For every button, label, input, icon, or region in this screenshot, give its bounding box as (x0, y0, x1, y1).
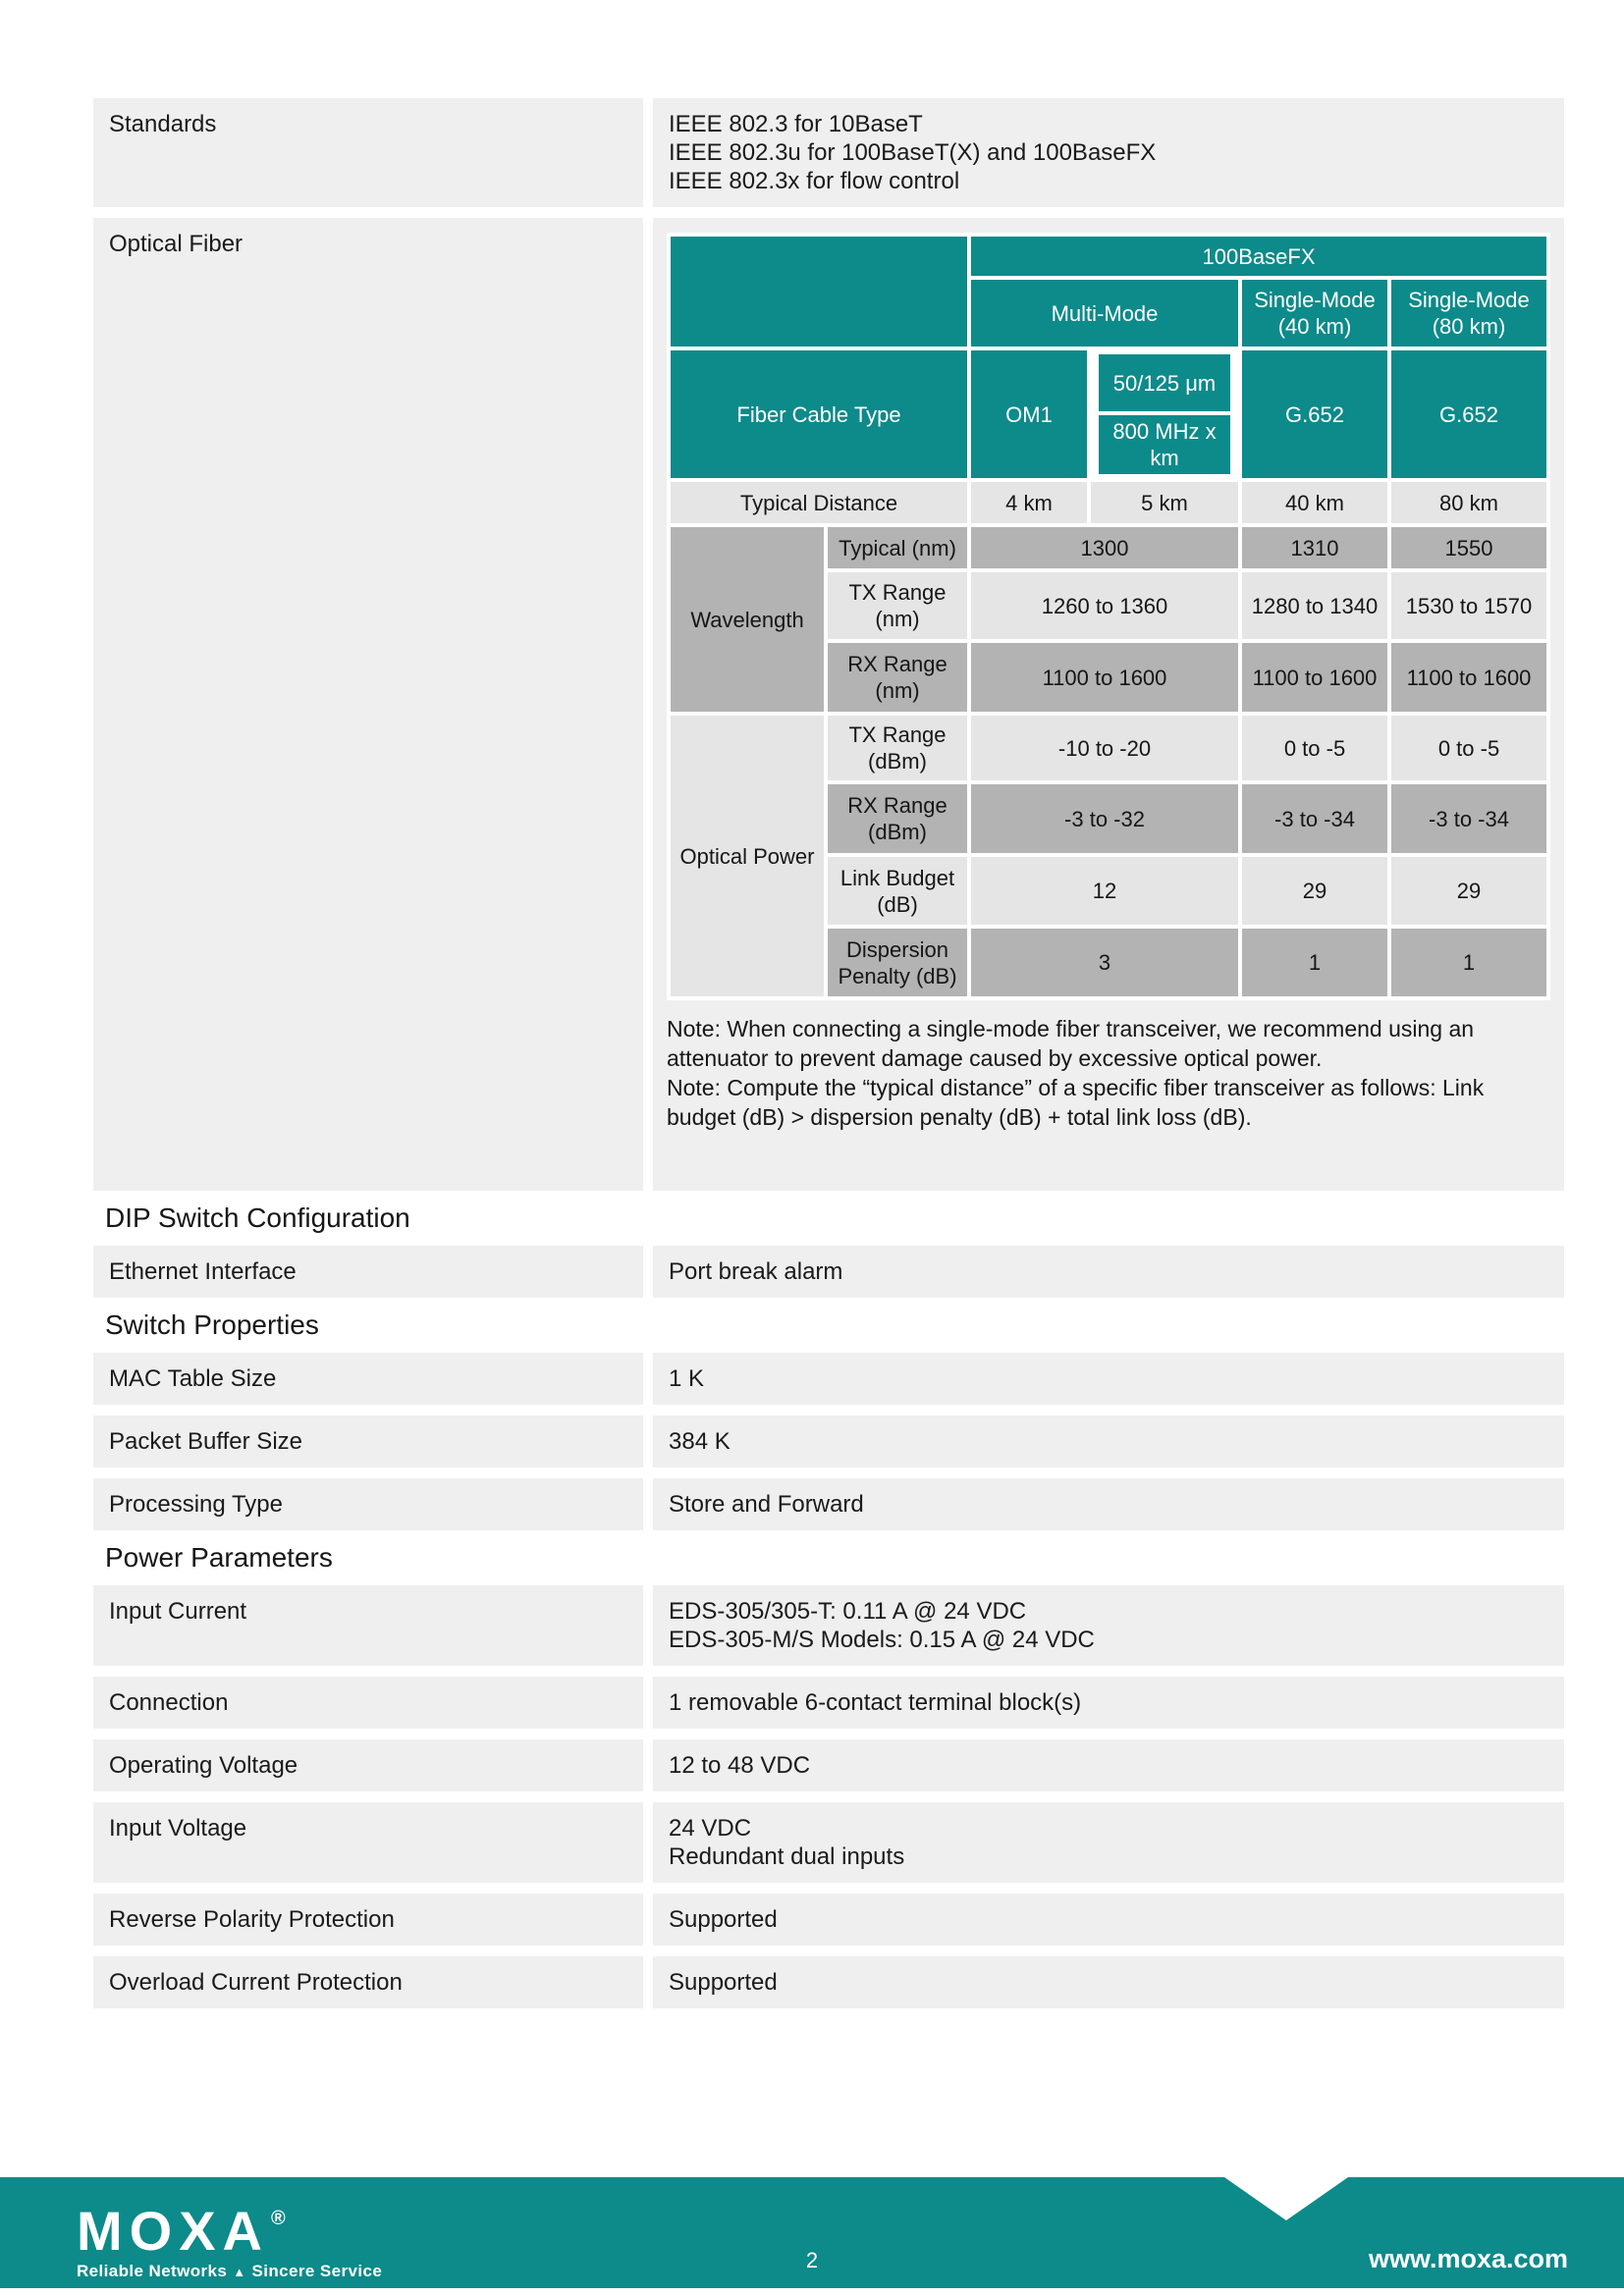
fiber-bandwidth: 800 MHz x km (1099, 415, 1230, 474)
spec-value (653, 1585, 1564, 1666)
wavelength-value: 1100 to 1600 (1242, 643, 1387, 712)
fiber-cable-type-sm40: G.652 (1242, 350, 1387, 478)
spec-value-line: EDS-305/305-T: 0.11 A @ 24 VDC (669, 1598, 1027, 1625)
optical-power-value: 0 to -5 (1242, 716, 1387, 780)
tagline-triangle-icon: ▲ (233, 2265, 246, 2279)
wavelength-row-label: Typical (nm) (828, 527, 967, 568)
section-heading-switch-properties: Switch Properties (105, 1309, 319, 1340)
optical-power-value: 29 (1391, 857, 1546, 925)
page-number: 2 (805, 2248, 819, 2272)
fiber-cable-type-multimode-cell (1091, 350, 1238, 478)
wavelength-value: 1260 to 1360 (971, 572, 1238, 639)
fiber-core-size: 50/125 μm (1099, 354, 1230, 411)
optical-power-row-label: TX Range (dBm) (828, 716, 967, 780)
fiber-mode-header: Multi-Mode (971, 280, 1238, 347)
optical-power-value: 1 (1391, 929, 1546, 996)
footer (0, 2177, 1624, 2288)
fiber-cable-type-sm80: G.652 (1391, 350, 1546, 478)
spec-value: 1 K (653, 1353, 1564, 1405)
spec-value: 384 K (653, 1415, 1564, 1468)
typical-distance-value: 40 km (1242, 482, 1387, 523)
optical-power-value: 3 (971, 929, 1238, 996)
spec-row-optical-fiber (93, 218, 1564, 1191)
spec-row-connection (93, 1677, 1564, 1729)
fiber-mode-header: Single-Mode (80 km) (1391, 280, 1546, 347)
note-line: Note: When connecting a single-mode fiber transceiver, we recommend using an attenuator to prevent damage caused by excessive optical power. (667, 1016, 1475, 1071)
spec-row-ethernet-interface (93, 1246, 1564, 1298)
optical-power-value: -10 to -20 (971, 716, 1238, 780)
spec-value: 1 removable 6-contact terminal block(s) (653, 1677, 1564, 1729)
fiber-mode-header: Single-Mode (40 km) (1242, 280, 1387, 347)
optical-power-value: 29 (1242, 857, 1387, 925)
spec-row-standards (93, 98, 1564, 207)
optical-power-value: -3 to -34 (1242, 784, 1387, 853)
optical-power-value: 1 (1242, 929, 1387, 996)
spec-label: Reverse Polarity Protection (93, 1894, 643, 1946)
spec-label: Connection (93, 1677, 643, 1729)
wavelength-value: 1100 to 1600 (971, 643, 1238, 712)
footer-notch-chevron-icon (1224, 2177, 1348, 2220)
website-link[interactable]: www.moxa.com (1368, 2244, 1568, 2273)
spec-label: Ethernet Interface (93, 1246, 643, 1298)
spec-value: 12 to 48 VDC (653, 1739, 1564, 1791)
spec-value: Supported (653, 1956, 1564, 2008)
optical-power-value: -3 to -32 (971, 784, 1238, 853)
spec-label: Standards (93, 98, 643, 207)
moxa-logo (77, 2191, 382, 2281)
spec-row-operating-voltage (93, 1739, 1564, 1791)
spec-label: Operating Voltage (93, 1739, 643, 1791)
optical-power-group-label: Optical Power (671, 716, 824, 996)
spec-label: Overload Current Protection (93, 1956, 643, 2008)
optical-fiber-panel (653, 218, 1564, 1191)
spec-row-input-voltage (93, 1802, 1564, 1883)
typical-distance-value: 80 km (1391, 482, 1546, 523)
wavelength-value: 1300 (971, 527, 1238, 568)
spec-value (653, 98, 1564, 207)
optical-fiber-table (667, 233, 1550, 1000)
spec-row-reverse-polarity-protection (93, 1894, 1564, 1946)
fiber-group-header: 100BaseFX (971, 237, 1546, 276)
fiber-cable-type-label: Fiber Cable Type (671, 350, 967, 478)
wavelength-value: 1310 (1242, 527, 1387, 568)
spec-value-line: 24 VDC (669, 1815, 752, 1842)
registered-trademark-icon: ® (271, 2208, 286, 2229)
spec-label: Input Voltage (93, 1802, 643, 1883)
fiber-cable-type-om1: OM1 (971, 350, 1087, 478)
spec-row-mac-table-size (93, 1353, 1564, 1405)
fiber-table-corner-cell (671, 237, 967, 347)
wavelength-group-label: Wavelength (671, 527, 824, 712)
spec-row-packet-buffer-size (93, 1415, 1564, 1468)
spec-value: Supported (653, 1894, 1564, 1946)
section-heading-power-parameters: Power Parameters (105, 1542, 333, 1573)
wavelength-value: 1550 (1391, 527, 1546, 568)
optical-power-row-label: RX Range (dBm) (828, 784, 967, 853)
optical-fiber-notes (667, 1014, 1529, 1132)
spec-label: Optical Fiber (93, 218, 643, 1191)
optical-power-value: 12 (971, 857, 1238, 925)
wavelength-value: 1530 to 1570 (1391, 572, 1546, 639)
spec-row-overload-current-protection (93, 1956, 1564, 2008)
moxa-logo-tagline: Reliable Networks ▲ Sincere Service (77, 2262, 383, 2280)
typical-distance-value: 5 km (1091, 482, 1238, 523)
typical-distance-value: 4 km (971, 482, 1087, 523)
spec-value-line: Redundant dual inputs (669, 1843, 905, 1870)
spec-row-processing-type (93, 1478, 1564, 1530)
optical-power-row-label: Dispersion Penalty (dB) (828, 929, 967, 996)
note-line: Note: Compute the “typical distance” of a specific fiber transceiver as follows: Link budget (dB) > dispersion penalty (dB) + total link loss (dB). (667, 1075, 1485, 1130)
spec-label: Input Current (93, 1585, 643, 1666)
wavelength-row-label: RX Range (nm) (828, 643, 967, 712)
moxa-logo-wordmark: MOXA ® (77, 2200, 286, 2262)
section-heading-dip-switch: DIP Switch Configuration (105, 1202, 410, 1233)
wavelength-value: 1100 to 1600 (1391, 643, 1546, 712)
typical-distance-label: Typical Distance (671, 482, 967, 523)
spec-value-line: IEEE 802.3x for flow control (669, 168, 960, 194)
optical-power-value: -3 to -34 (1391, 784, 1546, 853)
wavelength-value: 1280 to 1340 (1242, 572, 1387, 639)
spec-row-input-current (93, 1585, 1564, 1666)
spec-value: Port break alarm (653, 1246, 1564, 1298)
optical-power-value: 0 to -5 (1391, 716, 1546, 780)
spec-label: Packet Buffer Size (93, 1415, 643, 1468)
optical-power-row-label: Link Budget (dB) (828, 857, 967, 925)
page-content (93, 98, 1564, 2019)
spec-value: Store and Forward (653, 1478, 1564, 1530)
spec-value-line: IEEE 802.3 for 10BaseT (669, 111, 923, 137)
spec-value (653, 1802, 1564, 1883)
wavelength-row-label: TX Range (nm) (828, 572, 967, 639)
spec-value-line: EDS-305-M/S Models: 0.15 A @ 24 VDC (669, 1627, 1095, 1653)
spec-label: Processing Type (93, 1478, 643, 1530)
spec-label: MAC Table Size (93, 1353, 643, 1405)
spec-value-line: IEEE 802.3u for 100BaseT(X) and 100BaseFX (669, 139, 1157, 166)
